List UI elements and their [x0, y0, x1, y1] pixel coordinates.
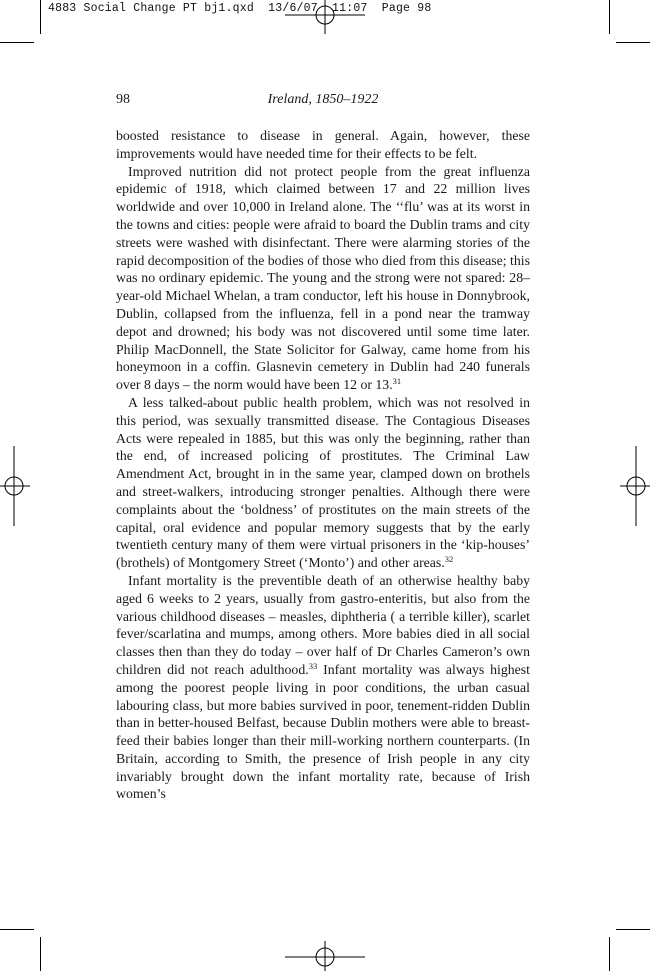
paragraph-text: boosted resistance to disease in general. Again, however, these improvements would have needed time for their effects to be felt.: [116, 128, 530, 161]
footnote-ref: 31: [392, 376, 402, 387]
registration-mark-bottom-icon: [285, 941, 365, 971]
crop-mark-top-right-horizontal: [616, 42, 650, 43]
page-number: 98: [116, 92, 130, 107]
paragraph-text: A less talked-about public health problem, which was not resolved in this period, was sexually transmitted disease. The Contagious Diseases Acts were repealed in 1885, but this was only the beginning, rather than the end, of increased policing of prostitutes. The Criminal Law Amendment Act, brought in in the same year, clamped down on brothels and street-walkers, introducing stronger penalties. Although there were complaints about the ‘boldness’ of prostitutes on the main streets of the capital, oral evidence and popular memory suggests that by the early twentieth century many of them were virtual prisoners in the ‘kip-houses’ (brothels) of Montgomery Street (‘Monto’) and other areas.: [116, 394, 530, 571]
paragraph-text: Improved nutrition did not protect people from the great influenza epidemic of 1918, which claimed between 17 and 22 million lives worldwide and over 10,000 in Ireland alone. The ‘‘flu’ was at its worst in the towns and cities: people were afraid to board the Dublin trams and city streets were washed with disinfectant. There were alarming stories of the rapid decomposition of the bodies of those who died from this disease; this was no ordinary epidemic. The young and the strong were not spared: 28–year-old Michael Whelan, a tram conductor, left his house in Donnybrook, Dublin, collapsed from the influenza, fell in a pond near the tramway depot and drowned; his body was not discovered until some time later. Philip MacDonnell, the State Solicitor for Galway, came home from his honeymoon in a coffin. Glasnevin cemetery in Dublin had 240 funerals over 8 days – the norm would have been 12 or 13.: [116, 163, 530, 393]
crop-mark-top-left-horizontal: [0, 42, 34, 43]
crop-mark-top-right-vertical: [609, 0, 610, 34]
registration-mark-right-icon: [620, 446, 650, 526]
paragraph-text: Infant mortality is the preventible death of an otherwise healthy baby aged 6 weeks to 2 years, usually from gastro-enteritis, but also from the various childhood diseases – measles, diphtheria ( a terrible killer), scarlet fever/scarlatina and mumps, among others. More babies died in all social classes then than they do today – over half of Dr Charles Cameron’s own children did not reach adulthood.: [116, 572, 530, 677]
paragraph-text-continued: Infant mortality was always highest among the poorest people living in poor conditions, the urban casual labouring class, but more babies survived in poor, tenement-ridden Dublin than in better-housed Belfast, because Dublin mothers were able to breast-feed their babies longer than their mill-working northern counterparts. (In Britain, according to Smith, the presence of Irish people in any city invariably brought down the infant mortality rate, because of Irish women’s: [116, 661, 530, 802]
registration-mark-left-icon: [0, 446, 30, 526]
running-head: [116, 92, 530, 110]
body-text: [116, 127, 530, 803]
footnote-ref: 32: [444, 554, 454, 565]
crop-mark-bottom-left-vertical: [40, 937, 41, 971]
registration-mark-top-icon: [285, 0, 365, 34]
footnote-ref: 33: [308, 660, 318, 671]
crop-mark-bottom-left-horizontal: [0, 929, 34, 930]
print-slug: 4883 Social Change PT bj1.qxd 13/6/07 11:07 Page 98: [45, 1, 434, 16]
crop-mark-top-left-vertical: [40, 0, 41, 34]
running-title: Ireland, 1850–1922: [267, 92, 379, 107]
crop-mark-bottom-right-vertical: [609, 937, 610, 971]
paragraph: [116, 572, 530, 803]
crop-mark-bottom-right-horizontal: [616, 929, 650, 930]
paragraph: [116, 163, 530, 394]
paragraph: [116, 127, 530, 163]
paragraph: [116, 394, 530, 572]
